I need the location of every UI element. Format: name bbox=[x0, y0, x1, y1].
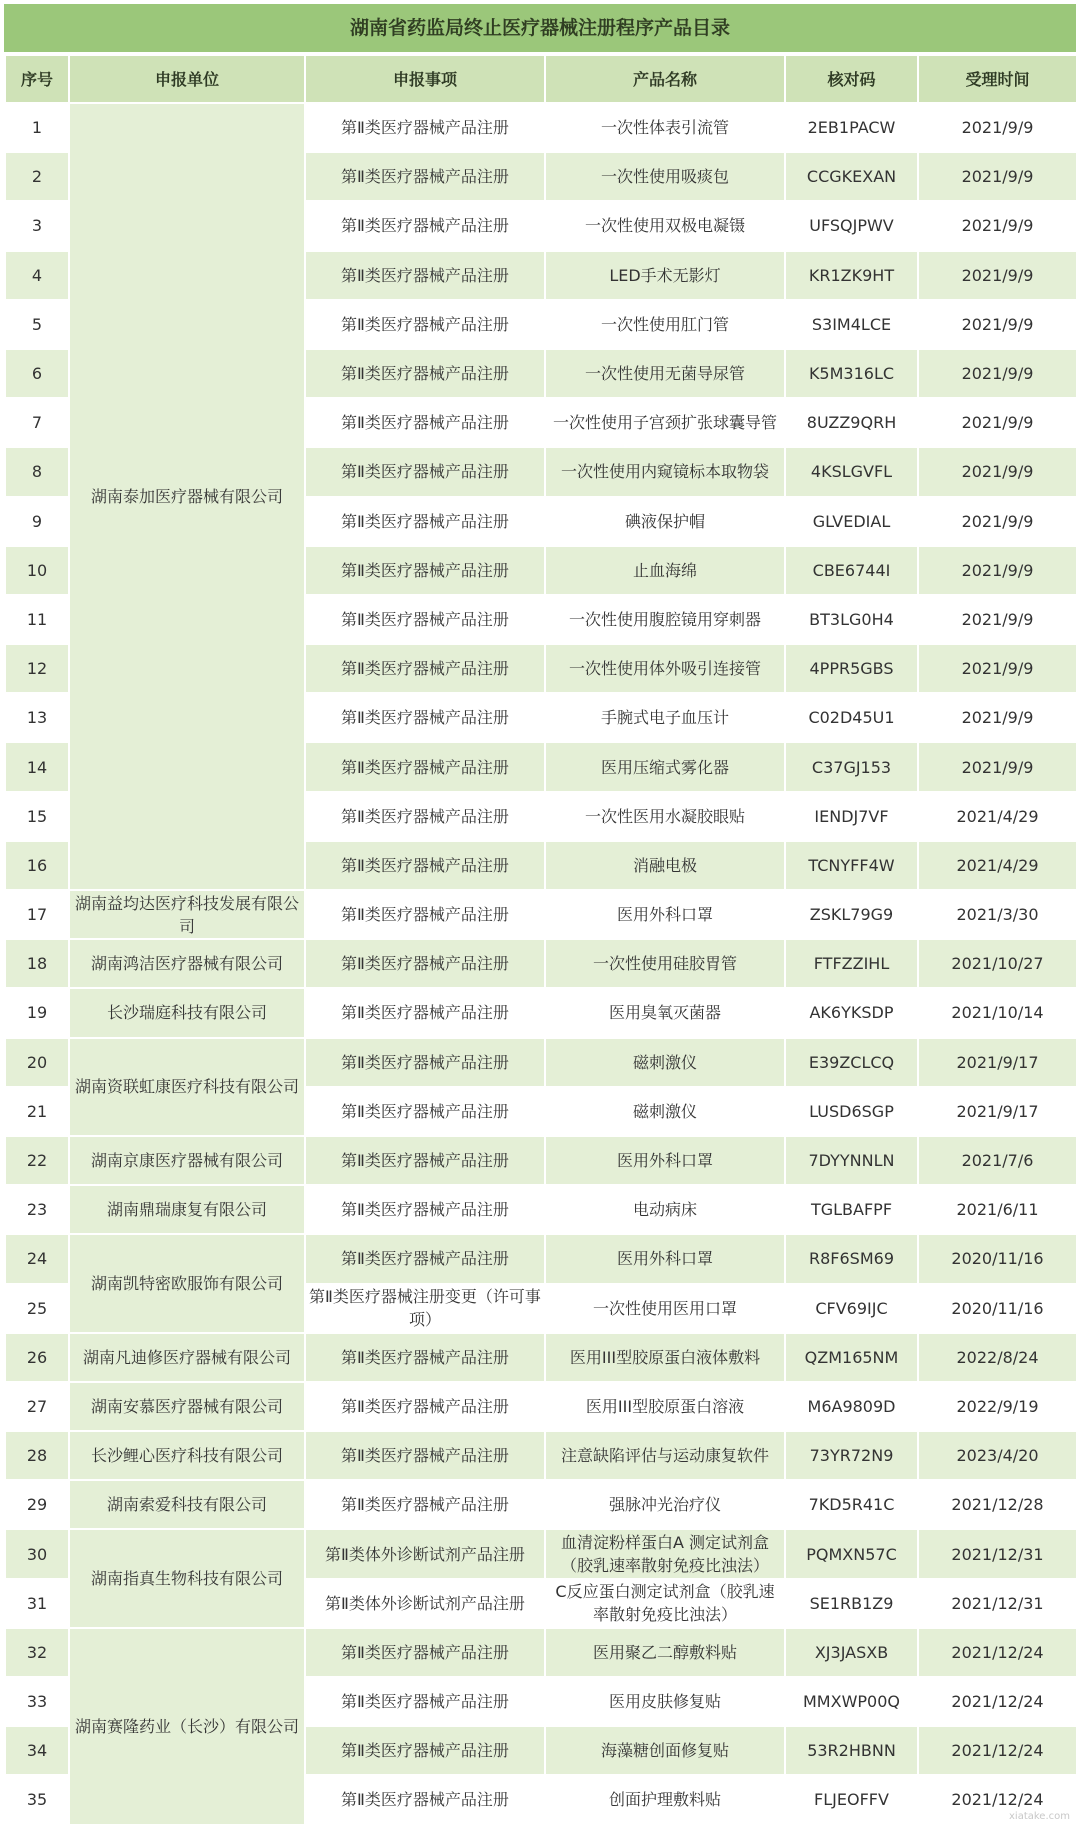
application-item: 第Ⅱ类医疗器械产品注册 bbox=[305, 1726, 545, 1775]
product-name: 碘液保护帽 bbox=[545, 497, 785, 546]
applicant-unit: 湖南凡迪修医疗器械有限公司 bbox=[69, 1333, 305, 1382]
product-name: 医用III型胶原蛋白液体敷料 bbox=[545, 1333, 785, 1382]
table-row bbox=[5, 890, 1077, 939]
header-date: 受理时间 bbox=[918, 55, 1077, 103]
applicant-unit: 湖南京康医疗器械有限公司 bbox=[69, 1136, 305, 1185]
check-code: XJ3JASXB bbox=[785, 1628, 918, 1677]
table-row bbox=[5, 1333, 1077, 1382]
acceptance-date: 2021/9/9 bbox=[918, 693, 1077, 742]
row-number: 25 bbox=[5, 1284, 69, 1333]
header-no: 序号 bbox=[5, 55, 69, 103]
acceptance-date: 2021/6/11 bbox=[918, 1185, 1077, 1234]
application-item: 第Ⅱ类医疗器械产品注册 bbox=[305, 742, 545, 791]
application-item: 第Ⅱ类医疗器械产品注册 bbox=[305, 300, 545, 349]
table-row bbox=[5, 1529, 1077, 1578]
check-code: M6A9809D bbox=[785, 1382, 918, 1431]
application-item: 第Ⅱ类医疗器械产品注册 bbox=[305, 792, 545, 841]
applicant-unit: 湖南赛隆药业（长沙）有限公司 bbox=[69, 1628, 305, 1825]
row-number: 27 bbox=[5, 1382, 69, 1431]
row-number: 26 bbox=[5, 1333, 69, 1382]
check-code: 4KSLGVFL bbox=[785, 447, 918, 496]
acceptance-date: 2021/9/9 bbox=[918, 742, 1077, 791]
check-code: BT3LG0H4 bbox=[785, 595, 918, 644]
check-code: TCNYFF4W bbox=[785, 841, 918, 890]
check-code: R8F6SM69 bbox=[785, 1234, 918, 1283]
table-row bbox=[5, 939, 1077, 988]
product-name: 一次性医用水凝胶眼贴 bbox=[545, 792, 785, 841]
product-name: 一次性使用肛门管 bbox=[545, 300, 785, 349]
check-code: E39ZCLCQ bbox=[785, 1038, 918, 1087]
check-code: CBE6744I bbox=[785, 546, 918, 595]
check-code: ZSKL79G9 bbox=[785, 890, 918, 939]
product-name: 医用外科口罩 bbox=[545, 890, 785, 939]
product-name: 血清淀粉样蛋白A 测定试剂盒（胶乳速率散射免疫比浊法） bbox=[545, 1529, 785, 1578]
acceptance-date: 2020/11/16 bbox=[918, 1234, 1077, 1283]
acceptance-date: 2021/12/24 bbox=[918, 1628, 1077, 1677]
acceptance-date: 2021/4/29 bbox=[918, 841, 1077, 890]
row-number: 10 bbox=[5, 546, 69, 595]
application-item: 第Ⅱ类医疗器械产品注册 bbox=[305, 841, 545, 890]
acceptance-date: 2022/9/19 bbox=[918, 1382, 1077, 1431]
row-number: 20 bbox=[5, 1038, 69, 1087]
acceptance-date: 2021/9/9 bbox=[918, 201, 1077, 250]
acceptance-date: 2021/9/9 bbox=[918, 300, 1077, 349]
product-name: 强脉冲光治疗仪 bbox=[545, 1480, 785, 1529]
row-number: 31 bbox=[5, 1579, 69, 1628]
acceptance-date: 2021/9/9 bbox=[918, 152, 1077, 201]
applicant-unit: 湖南益均达医疗科技发展有限公司 bbox=[69, 890, 305, 939]
application-item: 第Ⅱ类医疗器械产品注册 bbox=[305, 1775, 545, 1824]
acceptance-date: 2021/9/9 bbox=[918, 447, 1077, 496]
row-number: 2 bbox=[5, 152, 69, 201]
product-name: 海藻糖创面修复贴 bbox=[545, 1726, 785, 1775]
product-name: 创面护理敷料贴 bbox=[545, 1775, 785, 1824]
product-name: 电动病床 bbox=[545, 1185, 785, 1234]
check-code: K5M316LC bbox=[785, 349, 918, 398]
acceptance-date: 2021/9/9 bbox=[918, 546, 1077, 595]
product-name: 磁刺激仪 bbox=[545, 1038, 785, 1087]
check-code: S3IM4LCE bbox=[785, 300, 918, 349]
product-name: 医用压缩式雾化器 bbox=[545, 742, 785, 791]
product-name: 磁刺激仪 bbox=[545, 1087, 785, 1136]
acceptance-date: 2021/3/30 bbox=[918, 890, 1077, 939]
page-title: 湖南省药监局终止医疗器械注册程序产品目录 bbox=[4, 4, 1076, 54]
row-number: 23 bbox=[5, 1185, 69, 1234]
acceptance-date: 2021/10/14 bbox=[918, 988, 1077, 1037]
product-name: 医用外科口罩 bbox=[545, 1136, 785, 1185]
row-number: 13 bbox=[5, 693, 69, 742]
row-number: 11 bbox=[5, 595, 69, 644]
product-name: 一次性使用腹腔镜用穿刺器 bbox=[545, 595, 785, 644]
application-item: 第Ⅱ类医疗器械产品注册 bbox=[305, 398, 545, 447]
row-number: 21 bbox=[5, 1087, 69, 1136]
table-row bbox=[5, 103, 1077, 152]
row-number: 19 bbox=[5, 988, 69, 1037]
acceptance-date: 2021/12/31 bbox=[918, 1579, 1077, 1628]
application-item: 第Ⅱ类医疗器械产品注册 bbox=[305, 693, 545, 742]
product-name: LED手术无影灯 bbox=[545, 251, 785, 300]
product-name: 一次性使用医用口罩 bbox=[545, 1284, 785, 1333]
row-number: 9 bbox=[5, 497, 69, 546]
applicant-unit: 湖南鼎瑞康复有限公司 bbox=[69, 1185, 305, 1234]
acceptance-date: 2021/9/9 bbox=[918, 497, 1077, 546]
check-code: 2EB1PACW bbox=[785, 103, 918, 152]
application-item: 第Ⅱ类医疗器械产品注册 bbox=[305, 1677, 545, 1726]
check-code: 4PPR5GBS bbox=[785, 644, 918, 693]
row-number: 24 bbox=[5, 1234, 69, 1283]
product-table bbox=[4, 54, 1078, 1826]
check-code: 8UZZ9QRH bbox=[785, 398, 918, 447]
product-name: 消融电极 bbox=[545, 841, 785, 890]
check-code: 7KD5R41C bbox=[785, 1480, 918, 1529]
check-code: 7DYYNNLN bbox=[785, 1136, 918, 1185]
product-name: 医用聚乙二醇敷料贴 bbox=[545, 1628, 785, 1677]
product-name: 一次性使用吸痰包 bbox=[545, 152, 785, 201]
applicant-unit: 长沙鲤心医疗科技有限公司 bbox=[69, 1431, 305, 1480]
application-item: 第Ⅱ类医疗器械产品注册 bbox=[305, 1480, 545, 1529]
acceptance-date: 2022/8/24 bbox=[918, 1333, 1077, 1382]
row-number: 28 bbox=[5, 1431, 69, 1480]
table-row bbox=[5, 1628, 1077, 1677]
watermark: xiatake.com bbox=[1009, 1810, 1070, 1822]
row-number: 35 bbox=[5, 1775, 69, 1824]
check-code: UFSQJPWV bbox=[785, 201, 918, 250]
check-code: KR1ZK9HT bbox=[785, 251, 918, 300]
check-code: LUSD6SGP bbox=[785, 1087, 918, 1136]
product-name: 医用III型胶原蛋白溶液 bbox=[545, 1382, 785, 1431]
acceptance-date: 2021/9/17 bbox=[918, 1038, 1077, 1087]
header-item: 申报事项 bbox=[305, 55, 545, 103]
product-name: 一次性使用硅胶胃管 bbox=[545, 939, 785, 988]
application-item: 第Ⅱ类医疗器械产品注册 bbox=[305, 595, 545, 644]
check-code: CCGKEXAN bbox=[785, 152, 918, 201]
acceptance-date: 2021/9/9 bbox=[918, 398, 1077, 447]
check-code: QZM165NM bbox=[785, 1333, 918, 1382]
application-item: 第Ⅱ类医疗器械产品注册 bbox=[305, 988, 545, 1037]
row-number: 33 bbox=[5, 1677, 69, 1726]
product-name: 一次性使用无菌导尿管 bbox=[545, 349, 785, 398]
table-row bbox=[5, 1136, 1077, 1185]
application-item: 第Ⅱ类医疗器械产品注册 bbox=[305, 1234, 545, 1283]
acceptance-date: 2021/12/28 bbox=[918, 1480, 1077, 1529]
application-item: 第Ⅱ类医疗器械产品注册 bbox=[305, 1038, 545, 1087]
table-body bbox=[5, 103, 1077, 1825]
acceptance-date: 2020/11/16 bbox=[918, 1284, 1077, 1333]
application-item: 第Ⅱ类医疗器械产品注册 bbox=[305, 1628, 545, 1677]
check-code: IENDJ7VF bbox=[785, 792, 918, 841]
application-item: 第Ⅱ类医疗器械产品注册 bbox=[305, 251, 545, 300]
row-number: 18 bbox=[5, 939, 69, 988]
product-name: 注意缺陷评估与运动康复软件 bbox=[545, 1431, 785, 1480]
check-code: CFV69IJC bbox=[785, 1284, 918, 1333]
acceptance-date: 2021/9/9 bbox=[918, 644, 1077, 693]
header-code: 核对码 bbox=[785, 55, 918, 103]
row-number: 14 bbox=[5, 742, 69, 791]
acceptance-date: 2023/4/20 bbox=[918, 1431, 1077, 1480]
row-number: 16 bbox=[5, 841, 69, 890]
row-number: 5 bbox=[5, 300, 69, 349]
application-item: 第Ⅱ类医疗器械产品注册 bbox=[305, 1185, 545, 1234]
acceptance-date: 2021/12/24 bbox=[918, 1726, 1077, 1775]
acceptance-date: 2021/9/9 bbox=[918, 103, 1077, 152]
table-row bbox=[5, 1234, 1077, 1283]
row-number: 29 bbox=[5, 1480, 69, 1529]
application-item: 第Ⅱ类医疗器械产品注册 bbox=[305, 349, 545, 398]
application-item: 第Ⅱ类医疗器械产品注册 bbox=[305, 546, 545, 595]
row-number: 7 bbox=[5, 398, 69, 447]
applicant-unit: 湖南指真生物科技有限公司 bbox=[69, 1529, 305, 1627]
table-row bbox=[5, 1480, 1077, 1529]
check-code: MMXWP00Q bbox=[785, 1677, 918, 1726]
row-number: 34 bbox=[5, 1726, 69, 1775]
check-code: SE1RB1Z9 bbox=[785, 1579, 918, 1628]
application-item: 第Ⅱ类医疗器械产品注册 bbox=[305, 447, 545, 496]
product-name: 一次性使用体外吸引连接管 bbox=[545, 644, 785, 693]
application-item: 第Ⅱ类医疗器械产品注册 bbox=[305, 1087, 545, 1136]
application-item: 第Ⅱ类体外诊断试剂产品注册 bbox=[305, 1529, 545, 1578]
check-code: FTFZZIHL bbox=[785, 939, 918, 988]
product-name: 一次性体表引流管 bbox=[545, 103, 785, 152]
acceptance-date: 2021/7/6 bbox=[918, 1136, 1077, 1185]
table-row bbox=[5, 1185, 1077, 1234]
row-number: 4 bbox=[5, 251, 69, 300]
acceptance-date: 2021/12/24 bbox=[918, 1677, 1077, 1726]
table-row bbox=[5, 988, 1077, 1037]
check-code: GLVEDIAL bbox=[785, 497, 918, 546]
acceptance-date: 2021/12/31 bbox=[918, 1529, 1077, 1578]
product-name: 手腕式电子血压计 bbox=[545, 693, 785, 742]
application-item: 第Ⅱ类医疗器械产品注册 bbox=[305, 1136, 545, 1185]
row-number: 22 bbox=[5, 1136, 69, 1185]
document bbox=[4, 4, 1076, 1826]
row-number: 12 bbox=[5, 644, 69, 693]
product-name: 医用外科口罩 bbox=[545, 1234, 785, 1283]
acceptance-date: 2021/4/29 bbox=[918, 792, 1077, 841]
check-code: TGLBAFPF bbox=[785, 1185, 918, 1234]
application-item: 第Ⅱ类医疗器械产品注册 bbox=[305, 152, 545, 201]
row-number: 15 bbox=[5, 792, 69, 841]
application-item: 第Ⅱ类医疗器械注册变更（许可事项） bbox=[305, 1284, 545, 1333]
applicant-unit: 湖南安慕医疗器械有限公司 bbox=[69, 1382, 305, 1431]
check-code: PQMXN57C bbox=[785, 1529, 918, 1578]
applicant-unit: 湖南泰加医疗器械有限公司 bbox=[69, 103, 305, 890]
product-name: 止血海绵 bbox=[545, 546, 785, 595]
acceptance-date: 2021/9/9 bbox=[918, 349, 1077, 398]
application-item: 第Ⅱ类医疗器械产品注册 bbox=[305, 103, 545, 152]
check-code: 53R2HBNN bbox=[785, 1726, 918, 1775]
check-code: FLJEOFFV bbox=[785, 1775, 918, 1824]
application-item: 第Ⅱ类体外诊断试剂产品注册 bbox=[305, 1579, 545, 1628]
header-row bbox=[5, 55, 1077, 103]
product-name: 一次性使用内窥镜标本取物袋 bbox=[545, 447, 785, 496]
applicant-unit: 长沙瑞庭科技有限公司 bbox=[69, 988, 305, 1037]
product-name: 医用皮肤修复贴 bbox=[545, 1677, 785, 1726]
applicant-unit: 湖南凯特密欧服饰有限公司 bbox=[69, 1234, 305, 1332]
table-row bbox=[5, 1431, 1077, 1480]
acceptance-date: 2021/9/9 bbox=[918, 251, 1077, 300]
check-code: C37GJ153 bbox=[785, 742, 918, 791]
application-item: 第Ⅱ类医疗器械产品注册 bbox=[305, 939, 545, 988]
application-item: 第Ⅱ类医疗器械产品注册 bbox=[305, 644, 545, 693]
application-item: 第Ⅱ类医疗器械产品注册 bbox=[305, 890, 545, 939]
table-row bbox=[5, 1038, 1077, 1087]
header-product: 产品名称 bbox=[545, 55, 785, 103]
application-item: 第Ⅱ类医疗器械产品注册 bbox=[305, 1382, 545, 1431]
application-item: 第Ⅱ类医疗器械产品注册 bbox=[305, 1431, 545, 1480]
application-item: 第Ⅱ类医疗器械产品注册 bbox=[305, 497, 545, 546]
product-name: 一次性使用双极电凝镊 bbox=[545, 201, 785, 250]
check-code: 73YR72N9 bbox=[785, 1431, 918, 1480]
acceptance-date: 2021/9/9 bbox=[918, 595, 1077, 644]
header-unit: 申报单位 bbox=[69, 55, 305, 103]
acceptance-date: 2021/10/27 bbox=[918, 939, 1077, 988]
row-number: 1 bbox=[5, 103, 69, 152]
row-number: 17 bbox=[5, 890, 69, 939]
row-number: 30 bbox=[5, 1529, 69, 1578]
applicant-unit: 湖南鸿洁医疗器械有限公司 bbox=[69, 939, 305, 988]
product-name: 一次性使用子宫颈扩张球囊导管 bbox=[545, 398, 785, 447]
application-item: 第Ⅱ类医疗器械产品注册 bbox=[305, 1333, 545, 1382]
row-number: 32 bbox=[5, 1628, 69, 1677]
applicant-unit: 湖南索爱科技有限公司 bbox=[69, 1480, 305, 1529]
acceptance-date: 2021/12/24 bbox=[918, 1775, 1077, 1824]
row-number: 6 bbox=[5, 349, 69, 398]
acceptance-date: 2021/9/17 bbox=[918, 1087, 1077, 1136]
check-code: C02D45U1 bbox=[785, 693, 918, 742]
check-code: AK6YKSDP bbox=[785, 988, 918, 1037]
row-number: 8 bbox=[5, 447, 69, 496]
row-number: 3 bbox=[5, 201, 69, 250]
application-item: 第Ⅱ类医疗器械产品注册 bbox=[305, 201, 545, 250]
table-row bbox=[5, 1382, 1077, 1431]
applicant-unit: 湖南资联虹康医疗科技有限公司 bbox=[69, 1038, 305, 1136]
product-name: C反应蛋白测定试剂盒（胶乳速率散射免疫比浊法） bbox=[545, 1579, 785, 1628]
product-name: 医用臭氧灭菌器 bbox=[545, 988, 785, 1037]
